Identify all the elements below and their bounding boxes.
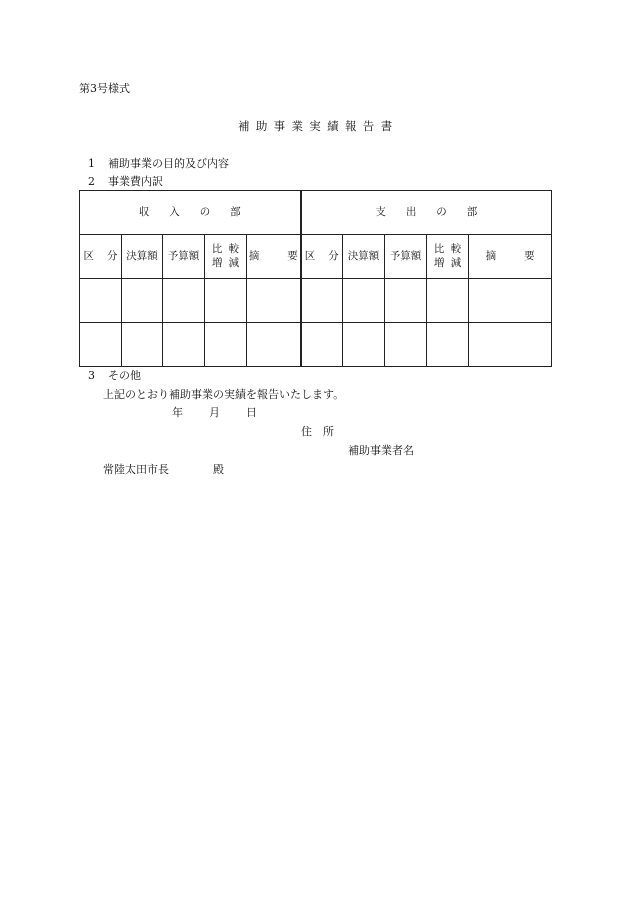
expense-yosan-header: 予算額: [385, 235, 427, 279]
date-line: [172, 407, 257, 418]
table-cell[interactable]: [205, 279, 247, 323]
date-day-label: 日: [246, 406, 257, 419]
form-number: 第3号様式: [79, 82, 130, 95]
addressee-name: 常陸太田市長: [103, 463, 169, 476]
addressee-honorific: 殿: [213, 463, 224, 476]
table-cell[interactable]: [122, 323, 163, 367]
expense-section-header: 支出の部: [301, 191, 552, 235]
table-row: [80, 323, 552, 367]
table-cell[interactable]: [163, 323, 205, 367]
expense-kessan-header: 決算額: [343, 235, 385, 279]
section-2: [88, 176, 163, 187]
table-cell[interactable]: [301, 279, 343, 323]
table-cell[interactable]: [80, 323, 122, 367]
section-3: [88, 370, 141, 381]
section-1-number: 1: [88, 157, 95, 170]
date-year-label: 年: [172, 406, 183, 419]
table-row: [80, 279, 552, 323]
table-cell[interactable]: [385, 323, 427, 367]
table-cell[interactable]: [469, 279, 552, 323]
expense-tekiyo-header: 摘 要: [469, 235, 552, 279]
income-kessan-header: 決算額: [122, 235, 163, 279]
section-3-text: その他: [108, 369, 141, 382]
section-1: [88, 158, 229, 169]
date-month-label: 月: [209, 406, 220, 419]
table-cell[interactable]: [247, 323, 301, 367]
address-label: 住 所: [301, 425, 334, 438]
section-2-text: 事業費内訳: [108, 175, 163, 188]
addressee: [103, 464, 224, 475]
expense-hikaku-header: 比較 増減: [427, 235, 469, 279]
table-cell[interactable]: [205, 323, 247, 367]
income-kubun-header: 区 分: [80, 235, 122, 279]
table-cell[interactable]: [427, 279, 469, 323]
table-cell[interactable]: [122, 279, 163, 323]
table-cell[interactable]: [469, 323, 552, 367]
income-yosan-header: 予算額: [163, 235, 205, 279]
table-cell[interactable]: [343, 279, 385, 323]
section-3-number: 3: [88, 369, 95, 382]
document-title: 補助事業実績報告書: [238, 119, 399, 133]
section-1-text: 補助事業の目的及び内容: [108, 157, 229, 170]
table-cell[interactable]: [80, 279, 122, 323]
report-statement: 上記のとおり補助事業の実績を報告いたします。: [103, 388, 345, 401]
table-cell[interactable]: [343, 323, 385, 367]
table-cell[interactable]: [247, 279, 301, 323]
income-tekiyo-header: 摘 要: [247, 235, 301, 279]
table-cell[interactable]: [163, 279, 205, 323]
section-2-number: 2: [88, 175, 95, 188]
income-hikaku-header: 比較 増減: [205, 235, 247, 279]
income-section-header: 収入の部: [80, 191, 301, 235]
table-cell[interactable]: [427, 323, 469, 367]
operator-name-label: 補助事業者名: [348, 444, 414, 457]
table-cell[interactable]: [385, 279, 427, 323]
expense-kubun-header: 区 分: [301, 235, 343, 279]
budget-breakdown-table: [79, 190, 552, 367]
table-cell[interactable]: [301, 323, 343, 367]
